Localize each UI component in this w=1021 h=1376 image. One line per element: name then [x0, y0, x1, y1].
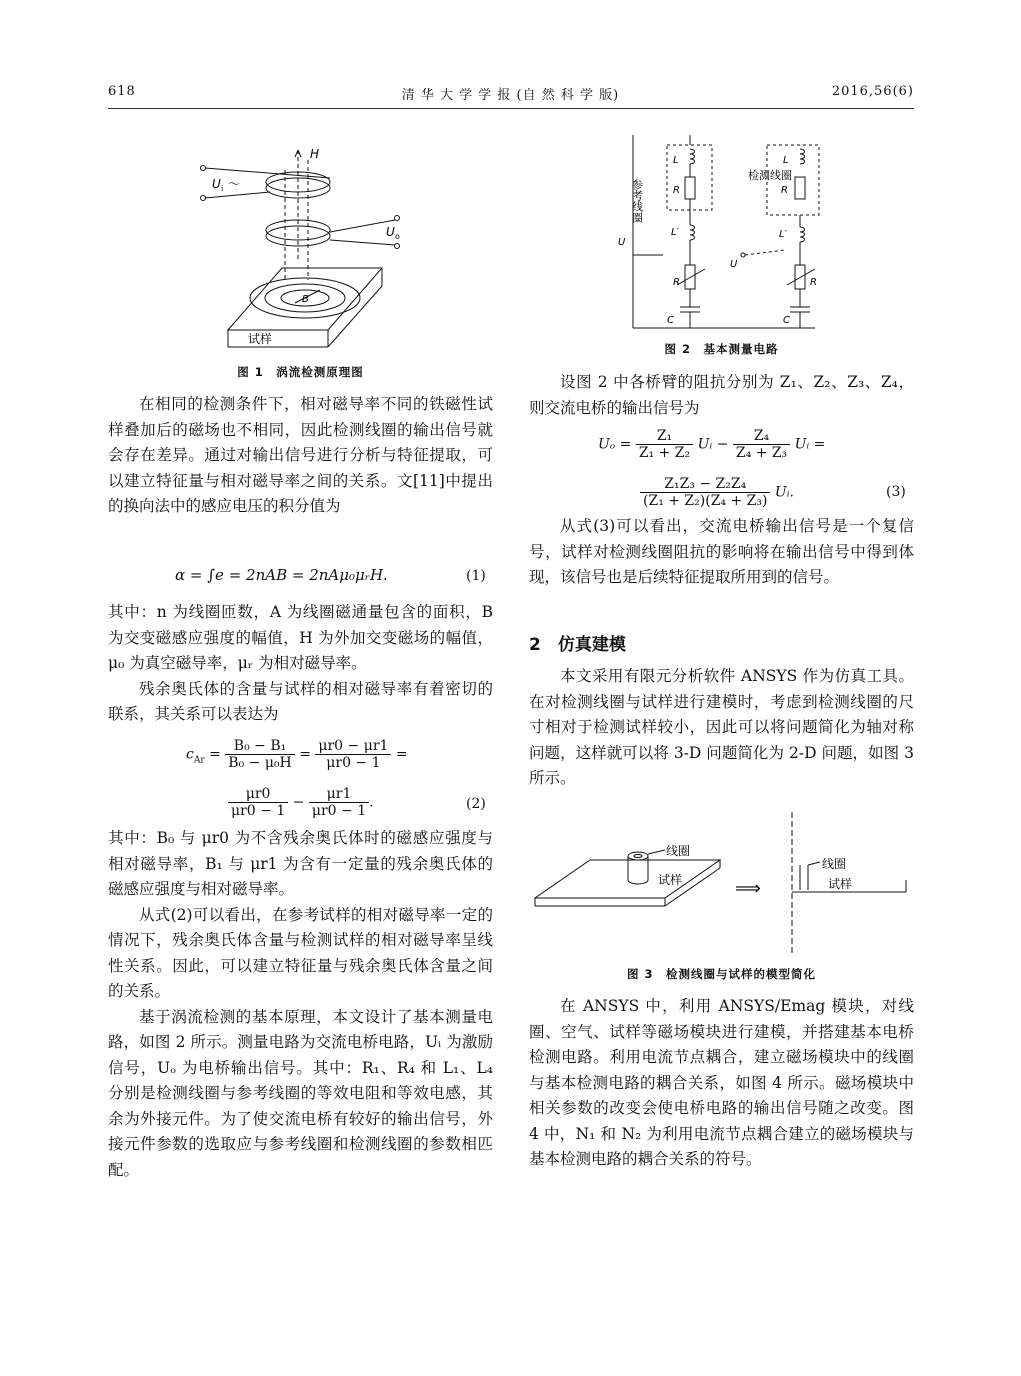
fig3-arrow: ⟹: [735, 878, 761, 899]
figure-2-caption: 图 2 基本测量电路: [664, 342, 779, 356]
left-column-part-2: [108, 600, 493, 728]
fig2-r3-label: R: [810, 277, 817, 288]
eq2-f2-num: μr0 − μr1: [318, 738, 389, 754]
fig1-h-label: H: [310, 147, 320, 161]
eq3-fraction-3: [640, 476, 770, 509]
left-column-part-3: [108, 826, 493, 1183]
figure-1-caption: 图 1 涡流检测原理图: [237, 365, 364, 379]
fig1-uo-sub: o: [395, 232, 400, 241]
fig2-l1p-label: L′: [779, 229, 787, 240]
right-column-part-2: [529, 514, 914, 591]
equation-3-number: (3): [886, 484, 906, 500]
left-paragraph-1: 在相同的检测条件下，相对磁导率不同的铁磁性试样叠加后的磁场也不相同，因此检测线圈的输出信号就会存在差异。通过对输出信号进行分析与特征提取，可以建立特征量与相对磁导率之间的关系。文[11]中提出的换向法中的感应电压的积分值为: [108, 395, 493, 515]
fig3-coil-label: 线圈: [666, 844, 691, 858]
eq3-tail: Uᵢ.: [774, 484, 794, 501]
right-column-part-4: [529, 994, 914, 1173]
eq2-f4-num: μr1: [326, 786, 352, 802]
eq2-f4-den: μr0 − 1: [309, 802, 369, 819]
right-paragraph-4: 在 ANSYS 中，利用 ANSYS/Emag 模块，对线圈、空气、试样等磁场模块进行建模，并搭建基本电桥检测电路。利用电流节点耦合，建立磁场模块中的线圈与基本检测电路的耦合关系，如图 4 所示。磁场模块中相关参数的改变会使电桥电路的输出信号随之改变。图 4 中，N₁ 和 N₂ 为利用电流节点耦合建立的磁场模块与基本检测电路的耦合关系的符号。: [529, 997, 914, 1168]
eq2-f2-den: μr0 − 1: [315, 754, 391, 771]
right-column-part-3: [529, 664, 914, 792]
eq3-end: Uᵢ =: [794, 436, 826, 453]
right-paragraph-2: 从式(3)可以看出，交流电桥输出信号是一个复信号，试样对检测线圈阻抗的影响将在输出信号中得到体现，该信号也是后续特征提取所用到的信号。: [529, 517, 914, 586]
eq3-f2-den: Z₄ + Z₃: [733, 444, 790, 461]
figure-1-eddy-current-diagram: [190, 140, 420, 355]
equation-3-line-2: [640, 476, 794, 509]
figure-3-caption: 图 3 检测线圈与试样的模型简化: [626, 967, 816, 981]
eq3-f3-den: (Z₁ + Z₂)(Z₄ + Z₃): [640, 492, 770, 509]
fig3-coil2-label: 线圈: [822, 857, 847, 871]
page-number: 618: [108, 84, 136, 99]
eq3-f1-den: Z₁ + Z₂: [636, 444, 693, 461]
section-2-heading: 2 仿真建模: [529, 635, 626, 655]
fig2-l1-label: L: [673, 155, 679, 166]
fig2-ref-coil-label: 参考线圈: [630, 179, 644, 223]
eq2-fraction-1: [225, 738, 294, 771]
eq3-f2-num: Z₄: [753, 428, 770, 444]
fig2-r2-label: R: [673, 277, 680, 288]
eq2-fraction-4: [309, 786, 369, 819]
eq3-fraction-2: [733, 428, 790, 461]
left-paragraph-6: 基于涡流检测的基本原理，本文设计了基本测量电路，如图 2 所示。测量电路为交流电桥电路，Uᵢ 为激励信号，Uₒ 为电桥输出信号。其中：R₁、R₄ 和 L₁、L₄ 分别是检测线圈与参考线圈的等效电阻和等效电感，其余为外接元件。为了使交流电桥有较好的输出信号，外接元件参数的选取应与参考线圈和检测线圈的参数相匹配。: [108, 1007, 493, 1179]
issue-info: 2016,56(6): [831, 84, 914, 99]
right-column: [529, 370, 914, 421]
journal-title: 清 华 大 学 学 报 (自 然 科 学 版): [401, 88, 620, 103]
eq3-lhs: Uₒ =: [598, 436, 632, 453]
left-column: [108, 392, 493, 520]
left-paragraph-3: 残余奥氏体的含量与试样的相对磁导率有着密切的联系，其关系可以表达为: [108, 679, 493, 723]
fig2-uo-label: U: [730, 259, 738, 270]
eq2-f1-den: B₀ − μ₀H: [225, 754, 294, 771]
eq3-f1-num: Z₁: [656, 428, 673, 444]
eq3-mid: Uᵢ −: [697, 436, 729, 453]
left-paragraph-5: 从式(2)可以看出，在参考试样的相对磁导率一定的情况下，残余奥氏体含量与检测试样的相对磁导率呈线性关系。因此，可以建立特征量与残余奥氏体含量之间的关系。: [108, 905, 493, 1000]
eq2-fraction-2: [315, 738, 391, 771]
fig2-c2-label: C: [667, 315, 674, 326]
fig1-ac-symbol: ～: [228, 177, 241, 191]
right-paragraph-1: 设图 2 中各桥臂的阻抗分别为 Z₁、Z₂、Z₃、Z₄，则交流电桥的输出信号为: [529, 373, 914, 417]
left-paragraph-2: 其中：n 为线圈匝数，A 为线圈磁通量包含的面积，B 为交变磁感应强度的幅值，H 为外加交变磁场的幅值，μ₀ 为真空磁导率，μᵣ 为相对磁导率。: [108, 603, 493, 672]
fig1-sample-label: 试样: [248, 332, 273, 346]
equation-2-number: (2): [466, 796, 486, 812]
right-paragraph-3: 本文采用有限元分析软件 ANSYS 作为仿真工具。在对检测线圈与试样进行建模时，考虑到检测线圈的尺寸相对于检测试样较小，因此可以将问题简化为轴对称问题，这样就可以将 3-D 问题简化为 2-D 问题，如图 3 所示。: [529, 667, 914, 787]
fig2-r1-label: R: [781, 185, 788, 196]
eq2-f1-num: B₀ − B₁: [233, 738, 287, 754]
fig3-sample-label: 试样: [658, 873, 683, 887]
fig2-ui-label: U: [618, 237, 626, 248]
fig1-ui-sub: i: [221, 184, 224, 193]
fig2-r4-label: R: [673, 185, 680, 196]
equation-2-line-1: $c_{Ar}$ = $\frac{\text{B₀ − B₁}}{\text{B₀ − μ₀H}}$ = $\frac{\mu r0 - \mu r1}{\mu r0 - 1}$ =: [186, 738, 408, 771]
fig1-ui-label: U: [212, 177, 221, 191]
eq2-fraction-3: [228, 786, 288, 819]
equation-1: α = ∫e = 2nAB = 2nAμ₀μᵣH.: [175, 566, 388, 584]
fig2-l4p-label: L′: [671, 227, 679, 238]
figure-2-bridge-circuit: [615, 135, 845, 335]
eq2-lhs: c: [186, 746, 194, 763]
fig2-l4-label: L: [783, 155, 789, 166]
figure-3-model-simplification: [530, 810, 915, 960]
fig2-test-coil-label: 检测线圈: [748, 169, 792, 182]
header-rule: [108, 108, 914, 109]
eq2-lhs-sub: Ar: [193, 755, 205, 766]
eq3-fraction-1: [636, 428, 693, 461]
eq2-f3-den: μr0 − 1: [228, 802, 288, 819]
eq3-f3-num: Z₁Z₃ − Z₂Z₄: [664, 476, 747, 492]
eq2-f3-num: μr0: [245, 786, 271, 802]
equation-2-line-2: $\frac{\mu r0}{\mu r0 - 1}$ − $\frac{\mu r1}{\mu r0 - 1}$ .: [228, 786, 374, 819]
equation-3-line-1: [598, 428, 825, 461]
fig3-sample2-label: 试样: [828, 877, 853, 891]
fig2-c3-label: C: [783, 315, 790, 326]
equation-1-number: (1): [466, 568, 486, 584]
left-paragraph-4: 其中：B₀ 与 μr0 为不含残余奥氏体时的磁感应强度与相对磁导率，B₁ 与 μr1 为含有一定量的残余奥氏体的磁感应强度与相对磁导率。: [108, 829, 493, 898]
fig1-uo-label: U: [386, 225, 395, 239]
fig1-b-label: B: [302, 294, 309, 305]
